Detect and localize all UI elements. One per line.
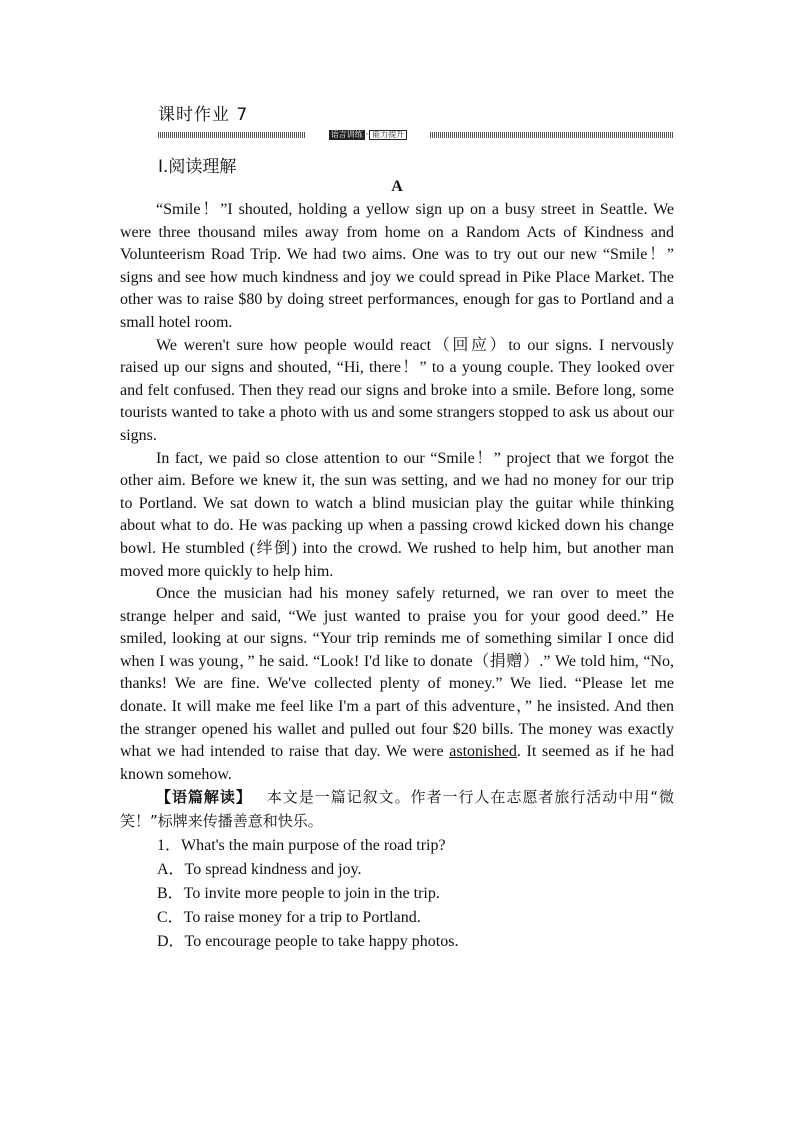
divider-hatch-left: [158, 132, 306, 138]
analysis-label: 【语篇解读】: [156, 788, 252, 807]
divider-tag-right: 能力提升: [369, 130, 407, 140]
question-stem: 1．What's the main purpose of the road trip?: [157, 836, 446, 854]
passage-body: [120, 199, 674, 955]
passage-paragraph-2: We weren't sure how people would react（回应）to our signs. I nervously raised up our signs and shouted, “Hi, there！” to a young couple. They looked over and felt confused. Then they read our signs and broke into a smile. Before long, some tourists wanted to take a photo with us and some strangers stopped to ask us about our signs.: [120, 336, 674, 444]
underlined-word: astonished: [449, 743, 517, 761]
divider-hatch-right: [430, 132, 673, 138]
paragraph-4-end: . It seemed as if he had known somehow.: [120, 743, 674, 783]
assignment-title: 课时作业 7: [158, 105, 249, 125]
passage-paragraph-1: “Smile！”I shouted, holding a yellow sign up on a busy street in Seattle. We were three thousand miles away from home on a Random Acts of Kindness and Volunteerism Road Trip. We had two aims. One was to try out our new “Smile！” signs and see how much kindness and joy we could spread in Pike Place Market. The other was to raise $80 by doing street performances, enough for gas to Portland and a small hotel room.: [120, 201, 674, 331]
divider-tag: [308, 130, 428, 140]
paragraph-4-text: Once the musician had his money safely returned, we ran over to meet the strange helper and said, “We just wanted to praise you for your good deed.” He smiled, looking at our signs. “Your trip reminds me of something similar I once did when I was young，” he said. “Look! I'd like to donate（捐赠）.” We told him, “No, thanks! We are fine. We've collected plenty of money.” We lied. “Please let me donate. It will make me feel like I'm a part of this adventure，” he insisted. And then the stranger opened his wallet and pulled out four $20 bills. The money was exactly what we had intended to raise that day. We were: [120, 585, 674, 761]
section-heading: Ⅰ.阅读理解: [158, 157, 237, 177]
passage-label: A: [391, 178, 403, 195]
text-analysis: [120, 786, 674, 833]
option-c[interactable]: C．To raise money for a trip to Portland.: [157, 909, 421, 927]
option-b[interactable]: B．To invite more people to join in the trip.: [157, 885, 440, 903]
divider-tag-left: 语言训练: [330, 130, 363, 139]
option-d[interactable]: D．To encourage people to take happy photos.: [157, 933, 459, 951]
analysis-text: 本文是一篇记叙文。作者一行人在志愿者旅行活动中用“微笑！”标牌来传播善意和快乐。: [120, 788, 675, 831]
question-1: [120, 834, 674, 955]
passage-paragraph-3: In fact, we paid so close attention to our “Smile！” project that we forgot the other aim. Before we knew it, the sun was setting, and we had no money for our trip to Portland. We sat down to watch a blind musician play the guitar while thinking about what to do. He was packing up when a passing crowd kicked down his change bowl. He stumbled (绊倒) into the crowd. We rushed to help him, but another man moved more quickly to help him.: [120, 449, 674, 580]
header-divider: [158, 130, 673, 140]
divider-tag-dot: ·: [365, 130, 369, 139]
option-a[interactable]: A．To spread kindness and joy.: [157, 860, 362, 878]
passage-paragraph-4: [120, 583, 674, 786]
